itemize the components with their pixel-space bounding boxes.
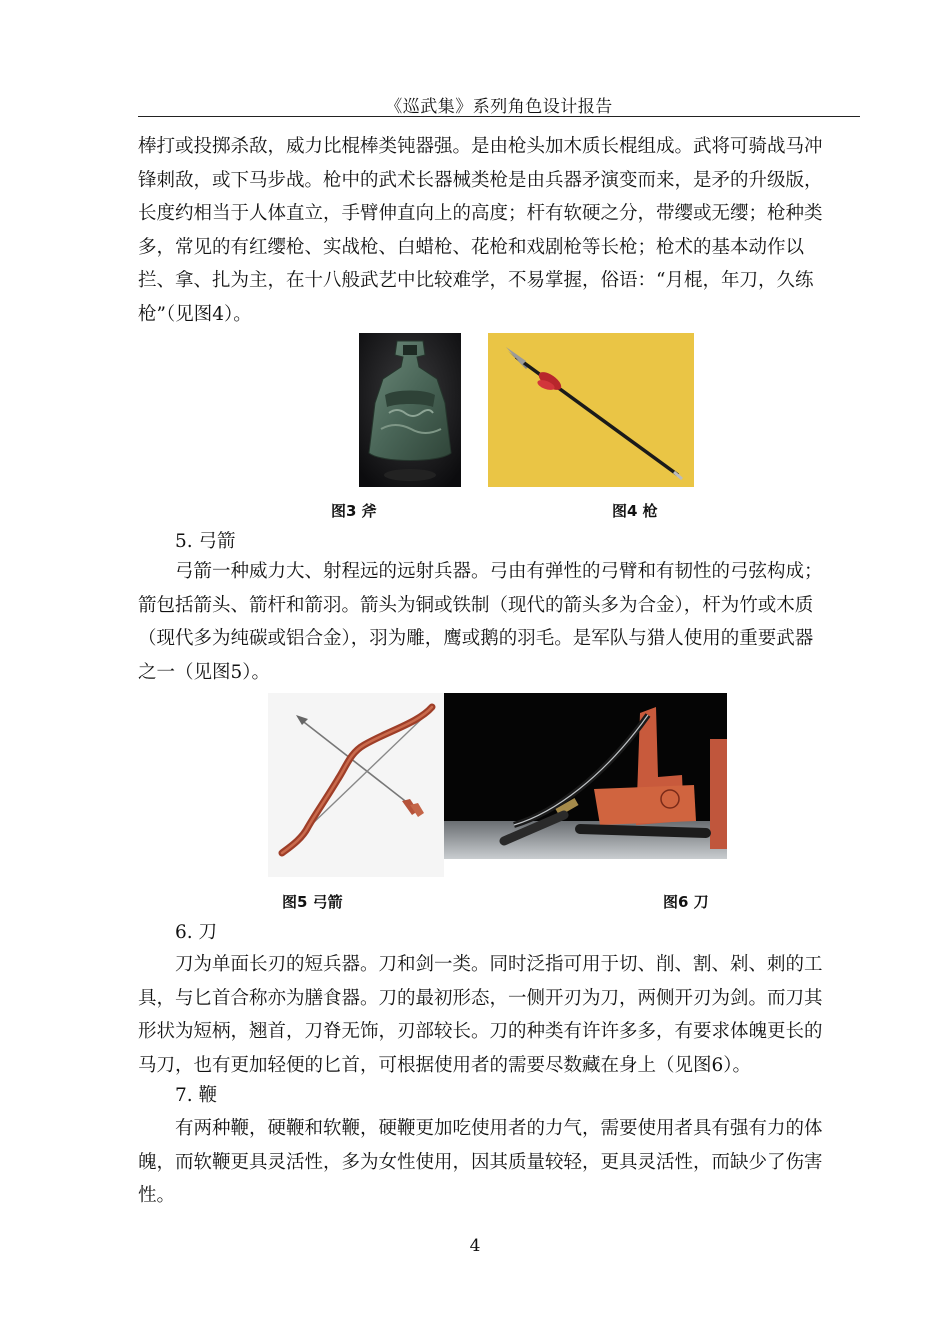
text-line: 弓箭一种威力大、射程远的远射兵器。弓由有弹性的弓臂和有韧性的弓弦构成； <box>175 561 823 582</box>
text-line: 马刀，也有更加轻便的匕首，可根据使用者的需要尽数藏在身上（见图6）。 <box>138 1054 752 1076</box>
figure-spear-image <box>488 333 694 487</box>
text-line: 棒打或投掷杀敌，威力比棍棒类钝器强。是由枪头加木质长棍组成。武将可骑战马冲 <box>138 136 823 157</box>
text-line: 形状为短柄，翘首，刀脊无饰，刃部较长。刀的种类有许许多多，有要求体魄更长的 <box>138 1021 823 1042</box>
text-line: 锋刺敌，或下马步战。枪中的武术长器械类枪是由兵器矛演变而来，是矛的升级版， <box>138 169 823 191</box>
text-line: （现代多为纯碳或铝合金），羽为雕，鹰或鹅的羽毛。是军队与猎人使用的重要武器 <box>138 628 814 649</box>
text-line: 性。 <box>138 1185 176 1206</box>
page-number: 4 <box>469 1236 481 1256</box>
figure-5-caption: 图5 弓箭 <box>282 893 343 911</box>
text-line: 具，与匕首合称亦为膳食器。刀的最初形态，一侧开刃为刀，两侧开刃为剑。而刀其 <box>138 987 823 1009</box>
header-divider <box>138 116 860 117</box>
section-6-heading: 6. 刀 <box>175 922 218 943</box>
text-line: 刀为单面长刃的短兵器。刀和剑一类。同时泛指可用于切、削、割、剁、刺的工 <box>175 954 823 975</box>
text-line: 多，常见的有红缨枪、实战枪、白蜡枪、花枪和戏剧枪等长枪；枪术的基本动作以 <box>138 236 805 258</box>
text-line: 枪”（见图4）。 <box>138 303 252 325</box>
figure-sword-image <box>444 693 727 859</box>
text-line: 魄，而软鞭更具灵活性，多为女性使用，因其质量较轻，更具灵活性，而缺少了伤害 <box>138 1151 823 1173</box>
text-line: 之一（见图5）。 <box>138 661 271 683</box>
figure-axe-image <box>359 333 461 487</box>
figure-bow-image <box>268 693 444 877</box>
paragraph-bow <box>138 555 860 689</box>
paragraph-sword <box>138 948 860 1082</box>
section-5-heading: 5. 弓箭 <box>175 531 236 552</box>
text-line: 箭包括箭头、箭杆和箭羽。箭头为铜或铁制（现代的箭头多为合金），杆为竹或木质 <box>138 594 814 616</box>
text-line: 长度约相当于人体直立，手臂伸直向上的高度；杆有软硬之分，带缨或无缨；枪种类 <box>138 203 823 224</box>
figure-4-caption: 图4 枪 <box>612 502 658 520</box>
paragraph-whip <box>138 1112 860 1213</box>
section-7-heading: 7. 鞭 <box>175 1085 218 1106</box>
figure-6-caption: 图6 刀 <box>663 893 709 911</box>
page-header-title: 《巡武集》系列角色设计报告 <box>385 97 613 117</box>
figure-3-caption: 图3 斧 <box>331 502 377 520</box>
text-line: 有两种鞭，硬鞭和软鞭，硬鞭更加吃使用者的力气，需要使用者具有强有力的体 <box>175 1118 823 1139</box>
text-line: 拦、拿、扎为主，在十八般武艺中比较难学，不易掌握，俗语：“月棍，年刀，久练 <box>138 270 814 291</box>
paragraph-spear <box>138 130 860 331</box>
